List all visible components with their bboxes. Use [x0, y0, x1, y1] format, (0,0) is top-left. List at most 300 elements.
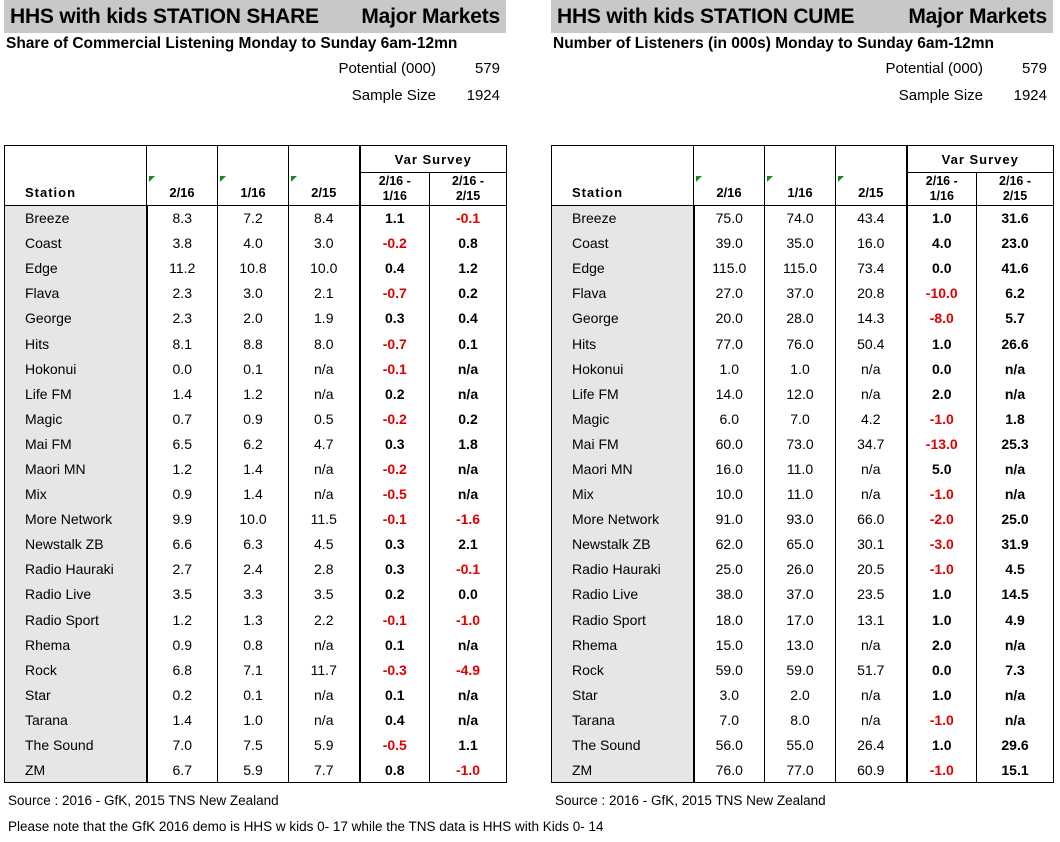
- station-name: Radio Sport: [552, 607, 694, 632]
- value-cell: 0.0: [147, 356, 218, 381]
- variance-cell: -1.0: [907, 557, 977, 582]
- value-cell: 3.3: [218, 582, 289, 607]
- station-name: Rhema: [552, 632, 694, 657]
- variance-cell: 26.6: [977, 331, 1054, 356]
- value-cell: 7.2: [218, 206, 289, 231]
- cume-subtitle: Number of Listeners (in 000s) Monday to Sunday 6am-12mn: [553, 35, 994, 52]
- cume-potential-value: 579: [1021, 60, 1047, 77]
- value-cell: 5.9: [289, 732, 360, 757]
- cume-var-survey-header: Var Survey: [907, 146, 1054, 173]
- station-name: Newstalk ZB: [552, 532, 694, 557]
- variance-cell: 0.3: [360, 557, 430, 582]
- value-cell: 13.0: [765, 632, 836, 657]
- table-row: [5, 482, 507, 507]
- value-cell: 73.4: [836, 256, 907, 281]
- value-cell: 8.1: [147, 331, 218, 356]
- value-cell: 2.3: [147, 306, 218, 331]
- variance-cell: 1.2: [430, 256, 507, 281]
- table-row: [552, 682, 1054, 707]
- value-cell: 59.0: [765, 657, 836, 682]
- value-cell: n/a: [836, 381, 907, 406]
- variance-cell: 1.8: [977, 406, 1054, 431]
- value-cell: 1.4: [218, 482, 289, 507]
- table-row: [5, 206, 507, 231]
- station-name: ZM: [5, 758, 147, 783]
- value-cell: 1.3: [218, 607, 289, 632]
- value-cell: 2.1: [289, 281, 360, 306]
- value-cell: 1.0: [218, 707, 289, 732]
- station-name: Radio Sport: [5, 607, 147, 632]
- value-cell: 35.0: [765, 231, 836, 256]
- variance-cell: 41.6: [977, 256, 1054, 281]
- value-cell: 0.5: [289, 406, 360, 431]
- value-cell: 51.7: [836, 657, 907, 682]
- variance-cell: 0.2: [360, 582, 430, 607]
- variance-cell: 29.6: [977, 732, 1054, 757]
- variance-cell: 0.3: [360, 431, 430, 456]
- value-cell: 93.0: [765, 507, 836, 532]
- value-cell: 11.5: [289, 507, 360, 532]
- value-cell: 65.0: [765, 532, 836, 557]
- variance-cell: 0.4: [360, 256, 430, 281]
- station-name: The Sound: [5, 732, 147, 757]
- variance-cell: 1.0: [907, 331, 977, 356]
- variance-cell: n/a: [430, 482, 507, 507]
- variance-cell: -0.5: [360, 732, 430, 757]
- station-name: Radio Live: [552, 582, 694, 607]
- value-cell: 9.9: [147, 507, 218, 532]
- value-cell: 11.7: [289, 657, 360, 682]
- value-cell: 8.0: [765, 707, 836, 732]
- variance-cell: n/a: [430, 632, 507, 657]
- cume-panel: [551, 0, 1053, 778]
- station-name: Hokonui: [5, 356, 147, 381]
- value-cell: 7.0: [765, 406, 836, 431]
- value-cell: n/a: [836, 456, 907, 481]
- demo-note: Please note that the GfK 2016 demo is HHS w kids 0- 17 while the TNS data is HHS with Kids 0- 14: [8, 819, 604, 834]
- share-sample-row: [4, 82, 506, 109]
- value-cell: 14.3: [836, 306, 907, 331]
- variance-cell: -0.5: [360, 482, 430, 507]
- value-cell: 1.2: [218, 381, 289, 406]
- station-name: Magic: [5, 406, 147, 431]
- station-name: Hits: [5, 331, 147, 356]
- value-cell: 1.4: [147, 707, 218, 732]
- table-row: [5, 732, 507, 757]
- variance-cell: n/a: [430, 456, 507, 481]
- variance-cell: n/a: [430, 356, 507, 381]
- variance-cell: 0.2: [430, 406, 507, 431]
- variance-cell: -0.2: [360, 456, 430, 481]
- variance-cell: 5.7: [977, 306, 1054, 331]
- station-name: Rhema: [5, 632, 147, 657]
- station-name: Edge: [552, 256, 694, 281]
- value-cell: 43.4: [836, 206, 907, 231]
- table-row: [552, 206, 1054, 231]
- variance-cell: 1.0: [907, 206, 977, 231]
- cume-station-header: Station: [552, 146, 694, 206]
- station-name: Coast: [5, 231, 147, 256]
- comment-marker-icon: [149, 176, 155, 182]
- value-cell: 77.0: [765, 758, 836, 783]
- value-cell: 37.0: [765, 582, 836, 607]
- variance-cell: -1.6: [430, 507, 507, 532]
- value-cell: 27.0: [694, 281, 765, 306]
- table-row: [5, 306, 507, 331]
- table-row: [5, 431, 507, 456]
- station-name: Maori MN: [552, 456, 694, 481]
- value-cell: n/a: [836, 707, 907, 732]
- value-cell: 6.3: [218, 532, 289, 557]
- table-row: [552, 331, 1054, 356]
- variance-cell: 25.3: [977, 431, 1054, 456]
- cume-var-1-header: 2/16 - 1/16: [907, 173, 977, 206]
- value-cell: 7.0: [147, 732, 218, 757]
- variance-cell: n/a: [430, 381, 507, 406]
- station-name: Radio Hauraki: [552, 557, 694, 582]
- value-cell: 8.3: [147, 206, 218, 231]
- station-name: More Network: [5, 507, 147, 532]
- variance-cell: 1.1: [430, 732, 507, 757]
- table-row: [5, 331, 507, 356]
- table-row: [5, 256, 507, 281]
- table-row: [552, 406, 1054, 431]
- variance-cell: -2.0: [907, 507, 977, 532]
- value-cell: 15.0: [694, 632, 765, 657]
- value-cell: 37.0: [765, 281, 836, 306]
- value-cell: 2.7: [147, 557, 218, 582]
- value-cell: 18.0: [694, 607, 765, 632]
- variance-cell: 4.0: [907, 231, 977, 256]
- variance-cell: 25.0: [977, 507, 1054, 532]
- value-cell: 6.0: [694, 406, 765, 431]
- station-name: Radio Live: [5, 582, 147, 607]
- value-cell: 6.2: [218, 431, 289, 456]
- value-cell: 1.2: [147, 607, 218, 632]
- table-row: [5, 456, 507, 481]
- value-cell: 73.0: [765, 431, 836, 456]
- value-cell: 26.4: [836, 732, 907, 757]
- station-name: Radio Hauraki: [5, 557, 147, 582]
- station-name: Star: [5, 682, 147, 707]
- variance-cell: -0.2: [360, 406, 430, 431]
- share-period-3-header: 2/15: [289, 146, 360, 206]
- variance-cell: 1.0: [907, 732, 977, 757]
- table-row: [5, 657, 507, 682]
- value-cell: 0.8: [218, 632, 289, 657]
- cume-sample-label: Sample Size: [898, 87, 983, 104]
- variance-cell: 0.8: [360, 758, 430, 783]
- value-cell: 8.0: [289, 331, 360, 356]
- value-cell: 11.0: [765, 456, 836, 481]
- share-title-bar: [4, 0, 506, 33]
- table-row: [5, 281, 507, 306]
- table-row: [552, 231, 1054, 256]
- variance-cell: -0.1: [430, 206, 507, 231]
- share-var-survey-header: Var Survey: [360, 146, 507, 173]
- value-cell: 17.0: [765, 607, 836, 632]
- value-cell: 75.0: [694, 206, 765, 231]
- value-cell: n/a: [289, 682, 360, 707]
- variance-cell: -0.7: [360, 281, 430, 306]
- comment-marker-icon: [220, 176, 226, 182]
- table-row: [552, 356, 1054, 381]
- value-cell: 0.7: [147, 406, 218, 431]
- value-cell: n/a: [289, 632, 360, 657]
- value-cell: 0.9: [147, 482, 218, 507]
- table-row: [552, 306, 1054, 331]
- value-cell: 115.0: [765, 256, 836, 281]
- variance-cell: 2.1: [430, 532, 507, 557]
- variance-cell: 1.1: [360, 206, 430, 231]
- table-row: [5, 507, 507, 532]
- value-cell: 76.0: [694, 758, 765, 783]
- variance-cell: 14.5: [977, 582, 1054, 607]
- comment-marker-icon: [696, 176, 702, 182]
- variance-cell: n/a: [977, 381, 1054, 406]
- station-name: Tarana: [552, 707, 694, 732]
- value-cell: 6.7: [147, 758, 218, 783]
- value-cell: 1.0: [694, 356, 765, 381]
- variance-cell: 7.3: [977, 657, 1054, 682]
- variance-cell: 5.0: [907, 456, 977, 481]
- station-name: George: [552, 306, 694, 331]
- value-cell: 20.5: [836, 557, 907, 582]
- table-row: [5, 231, 507, 256]
- station-name: Flava: [552, 281, 694, 306]
- value-cell: 1.0: [765, 356, 836, 381]
- table-row: [552, 707, 1054, 732]
- cume-title-bar: [551, 0, 1053, 33]
- variance-cell: n/a: [430, 707, 507, 732]
- cume-var-2-header: 2/16 - 2/15: [977, 173, 1054, 206]
- share-period-1-header: 2/16: [147, 146, 218, 206]
- value-cell: 2.0: [218, 306, 289, 331]
- variance-cell: 0.0: [907, 256, 977, 281]
- table-row: [552, 732, 1054, 757]
- variance-cell: 0.2: [360, 381, 430, 406]
- variance-cell: -0.1: [360, 507, 430, 532]
- value-cell: 16.0: [836, 231, 907, 256]
- variance-cell: n/a: [977, 456, 1054, 481]
- variance-cell: 2.0: [907, 381, 977, 406]
- value-cell: 2.0: [765, 682, 836, 707]
- value-cell: 56.0: [694, 732, 765, 757]
- value-cell: 10.0: [218, 507, 289, 532]
- value-cell: 10.0: [289, 256, 360, 281]
- value-cell: 3.0: [694, 682, 765, 707]
- table-row: [5, 381, 507, 406]
- value-cell: 1.4: [218, 456, 289, 481]
- value-cell: 66.0: [836, 507, 907, 532]
- station-name: Breeze: [552, 206, 694, 231]
- table-row: [552, 632, 1054, 657]
- value-cell: 3.5: [147, 582, 218, 607]
- value-cell: 1.9: [289, 306, 360, 331]
- value-cell: n/a: [289, 356, 360, 381]
- value-cell: 39.0: [694, 231, 765, 256]
- variance-cell: -0.1: [360, 356, 430, 381]
- variance-cell: -1.0: [430, 607, 507, 632]
- station-name: Mix: [5, 482, 147, 507]
- share-source: Source : 2016 - GfK, 2015 TNS New Zealand: [8, 793, 279, 808]
- table-row: [5, 356, 507, 381]
- table-row: [552, 281, 1054, 306]
- cume-sample-row: [551, 82, 1053, 109]
- value-cell: 3.0: [218, 281, 289, 306]
- value-cell: 1.4: [147, 381, 218, 406]
- station-name: Newstalk ZB: [5, 532, 147, 557]
- value-cell: 11.0: [765, 482, 836, 507]
- value-cell: 50.4: [836, 331, 907, 356]
- variance-cell: 1.8: [430, 431, 507, 456]
- value-cell: n/a: [836, 682, 907, 707]
- variance-cell: 31.9: [977, 532, 1054, 557]
- table-row: [552, 532, 1054, 557]
- value-cell: 6.6: [147, 532, 218, 557]
- cume-period-1-header: 2/16: [694, 146, 765, 206]
- variance-cell: 0.1: [430, 331, 507, 356]
- value-cell: 25.0: [694, 557, 765, 582]
- comment-marker-icon: [767, 176, 773, 182]
- variance-cell: 0.4: [430, 306, 507, 331]
- share-market: Major Markets: [361, 4, 500, 28]
- table-row: [5, 532, 507, 557]
- share-station-header: Station: [5, 146, 147, 206]
- table-row: [5, 582, 507, 607]
- variance-cell: n/a: [977, 356, 1054, 381]
- value-cell: 60.9: [836, 758, 907, 783]
- cume-sample-value: 1924: [1013, 87, 1047, 104]
- variance-cell: -0.1: [360, 607, 430, 632]
- value-cell: 6.5: [147, 431, 218, 456]
- variance-cell: n/a: [977, 482, 1054, 507]
- value-cell: 4.7: [289, 431, 360, 456]
- station-name: Coast: [552, 231, 694, 256]
- variance-cell: 0.1: [360, 632, 430, 657]
- value-cell: n/a: [289, 381, 360, 406]
- value-cell: 0.1: [218, 356, 289, 381]
- variance-cell: 1.0: [907, 682, 977, 707]
- value-cell: 8.4: [289, 206, 360, 231]
- cume-source: Source : 2016 - GfK, 2015 TNS New Zealand: [555, 793, 826, 808]
- station-name: Life FM: [552, 381, 694, 406]
- share-var-2-header: 2/16 - 2/15: [430, 173, 507, 206]
- value-cell: 4.5: [289, 532, 360, 557]
- cume-potential-label: Potential (000): [885, 60, 983, 77]
- station-name: Flava: [5, 281, 147, 306]
- variance-cell: -10.0: [907, 281, 977, 306]
- share-sample-label: Sample Size: [351, 87, 436, 104]
- share-title: HHS with kids STATION SHARE: [10, 4, 319, 28]
- station-name: Maori MN: [5, 456, 147, 481]
- variance-cell: 31.6: [977, 206, 1054, 231]
- value-cell: 4.0: [218, 231, 289, 256]
- value-cell: 74.0: [765, 206, 836, 231]
- value-cell: 0.2: [147, 682, 218, 707]
- variance-cell: 0.4: [360, 707, 430, 732]
- value-cell: 20.0: [694, 306, 765, 331]
- value-cell: 59.0: [694, 657, 765, 682]
- value-cell: 3.5: [289, 582, 360, 607]
- value-cell: 10.8: [218, 256, 289, 281]
- cume-market: Major Markets: [908, 4, 1047, 28]
- variance-cell: -3.0: [907, 532, 977, 557]
- value-cell: 2.8: [289, 557, 360, 582]
- variance-cell: -8.0: [907, 306, 977, 331]
- cume-table: [551, 145, 1054, 783]
- station-name: Life FM: [5, 381, 147, 406]
- value-cell: 1.2: [147, 456, 218, 481]
- table-row: [552, 582, 1054, 607]
- station-name: Edge: [5, 256, 147, 281]
- station-name: Magic: [552, 406, 694, 431]
- value-cell: 60.0: [694, 431, 765, 456]
- value-cell: 28.0: [765, 306, 836, 331]
- variance-cell: 6.2: [977, 281, 1054, 306]
- table-row: [5, 557, 507, 582]
- station-name: More Network: [552, 507, 694, 532]
- table-row: [5, 707, 507, 732]
- station-name: Mix: [552, 482, 694, 507]
- value-cell: n/a: [836, 356, 907, 381]
- table-row: [5, 406, 507, 431]
- value-cell: n/a: [836, 482, 907, 507]
- value-cell: 23.5: [836, 582, 907, 607]
- value-cell: n/a: [289, 482, 360, 507]
- value-cell: 2.2: [289, 607, 360, 632]
- variance-cell: 2.0: [907, 632, 977, 657]
- value-cell: 3.0: [289, 231, 360, 256]
- value-cell: 20.8: [836, 281, 907, 306]
- variance-cell: 4.9: [977, 607, 1054, 632]
- cume-potential-row: [551, 55, 1053, 82]
- station-name: Hokonui: [552, 356, 694, 381]
- value-cell: 0.9: [147, 632, 218, 657]
- station-name: Star: [552, 682, 694, 707]
- value-cell: 6.8: [147, 657, 218, 682]
- station-name: Rock: [5, 657, 147, 682]
- value-cell: n/a: [836, 632, 907, 657]
- station-name: The Sound: [552, 732, 694, 757]
- value-cell: 2.3: [147, 281, 218, 306]
- variance-cell: 0.0: [907, 657, 977, 682]
- variance-cell: n/a: [977, 632, 1054, 657]
- table-row: [552, 557, 1054, 582]
- value-cell: 0.9: [218, 406, 289, 431]
- table-row: [5, 682, 507, 707]
- value-cell: 14.0: [694, 381, 765, 406]
- variance-cell: 1.0: [907, 607, 977, 632]
- variance-cell: -1.0: [907, 406, 977, 431]
- station-name: George: [5, 306, 147, 331]
- table-row: [552, 482, 1054, 507]
- share-table: [4, 145, 507, 783]
- comment-marker-icon: [838, 176, 844, 182]
- value-cell: 38.0: [694, 582, 765, 607]
- station-name: Tarana: [5, 707, 147, 732]
- value-cell: 26.0: [765, 557, 836, 582]
- share-sample-value: 1924: [466, 87, 500, 104]
- share-var-1-header: 2/16 - 1/16: [360, 173, 430, 206]
- table-row: [552, 758, 1054, 783]
- value-cell: 7.5: [218, 732, 289, 757]
- variance-cell: 23.0: [977, 231, 1054, 256]
- cume-period-3-header: 2/15: [836, 146, 907, 206]
- variance-cell: 0.0: [430, 582, 507, 607]
- comment-marker-icon: [291, 176, 297, 182]
- table-row: [552, 381, 1054, 406]
